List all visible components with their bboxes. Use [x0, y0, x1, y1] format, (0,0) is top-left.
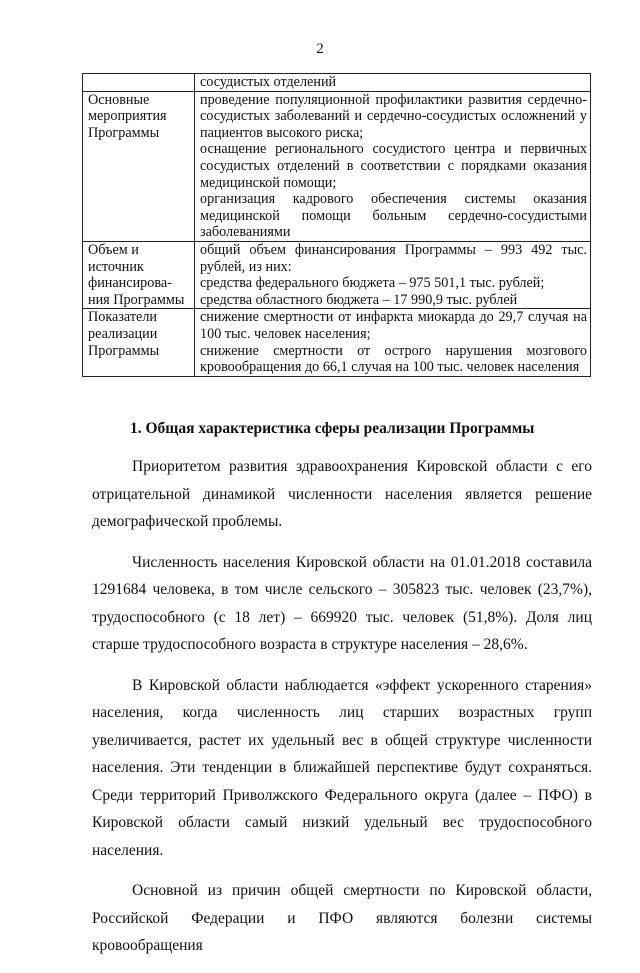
- row-label-line: финансирова-: [88, 275, 172, 292]
- row-content-paragraph: снижение смертности от острого нарушения мозгового кровообращения до 66,1 случая на 100 тыс. человек населения: [200, 342, 587, 376]
- row-label-cell: [83, 91, 195, 241]
- row-content-cell: [195, 309, 591, 376]
- row-label-line: Основные: [88, 91, 150, 108]
- row-label-cell: [83, 74, 195, 92]
- row-content-cell: [195, 241, 591, 308]
- program-passport-table: [82, 73, 591, 377]
- paragraph: Приоритетом развития здравоохранения Кировской области с его отрицательной динамикой численности населения является решение демографической проблемы.: [92, 458, 592, 530]
- table-row: [83, 91, 591, 241]
- row-content-paragraph: организация кадрового обеспечения системы оказания медицинской помощи больным сердечно-сосудистыми заболеваниями: [200, 191, 587, 241]
- row-content-paragraph: проведение популяционной профилактики развития сердечно-сосудистых заболеваний и сердечно-сосудистых осложнений у пациентов высокого риска;: [200, 91, 587, 141]
- row-content-cell: [195, 91, 591, 241]
- row-label-line: ния Программы: [88, 291, 185, 308]
- row-content-paragraph: сосудистых отделений: [200, 74, 337, 90]
- row-content-paragraph: средства областного бюджета – 17 990,9 тыс. рублей: [200, 291, 518, 308]
- row-label-line: Программы: [88, 342, 160, 359]
- paragraph: Основной из причин общей смертности по Кировской области, Российской Федерации и ПФО являются болезни системы кровообращения: [92, 882, 592, 954]
- row-label-line: мероприятия: [88, 108, 167, 125]
- row-content-paragraph: средства федерального бюджета – 975 501,1 тыс. рублей;: [200, 275, 545, 292]
- row-label-line: реализации: [88, 325, 158, 342]
- paragraph: В Кировской области наблюдается «эффект ускоренного старения» населения, когда численность лиц старших возрастных групп увеличивается, растет их удельный вес в общей структуре численности населения. Эти тенденции в ближайшей перспективе будут сохраняться. Среди территорий Приволжского Федерального округа (далее – ПФО) в Кировской области самый низкий удельный вес трудоспособного населения.: [92, 676, 592, 859]
- row-label-cell: [83, 309, 195, 376]
- table-row: [83, 74, 591, 92]
- paragraph: Численность населения Кировской области на 01.01.2018 составила 1291684 человека, в том числе сельского – 305823 тыс. человек (23,7%), трудоспособного (с 18 лет) – 669920 тыс. человек (51,8%). Доля лиц старше трудоспособного возраста в структуре населения – 28,6%.: [92, 553, 592, 653]
- row-content-paragraph: оснащение регионального сосудистого центра и первичных сосудистых отделений в соответствии с порядками оказания медицинской помощи;: [200, 141, 587, 191]
- row-label-line: Программы: [88, 124, 160, 141]
- row-content-paragraph: снижение смертности от инфаркта миокарда до 29,7 случая на 100 тыс. человек населения;: [200, 309, 587, 342]
- row-label-line: Объем и: [88, 241, 139, 258]
- table-row: [83, 241, 591, 308]
- row-label-cell: [83, 241, 195, 308]
- body-text: [92, 453, 592, 973]
- table-row: [83, 309, 591, 376]
- row-label-line: источник: [88, 258, 144, 275]
- row-label-line: Показатели: [88, 309, 158, 326]
- row-content-cell: [195, 74, 591, 92]
- row-content-paragraph: общий объем финансирования Программы – 993 492 тыс. рублей, из них:: [200, 241, 587, 275]
- section-heading: 1. Общая характеристика сферы реализации Программы: [130, 420, 535, 437]
- page-number: 2: [316, 41, 324, 57]
